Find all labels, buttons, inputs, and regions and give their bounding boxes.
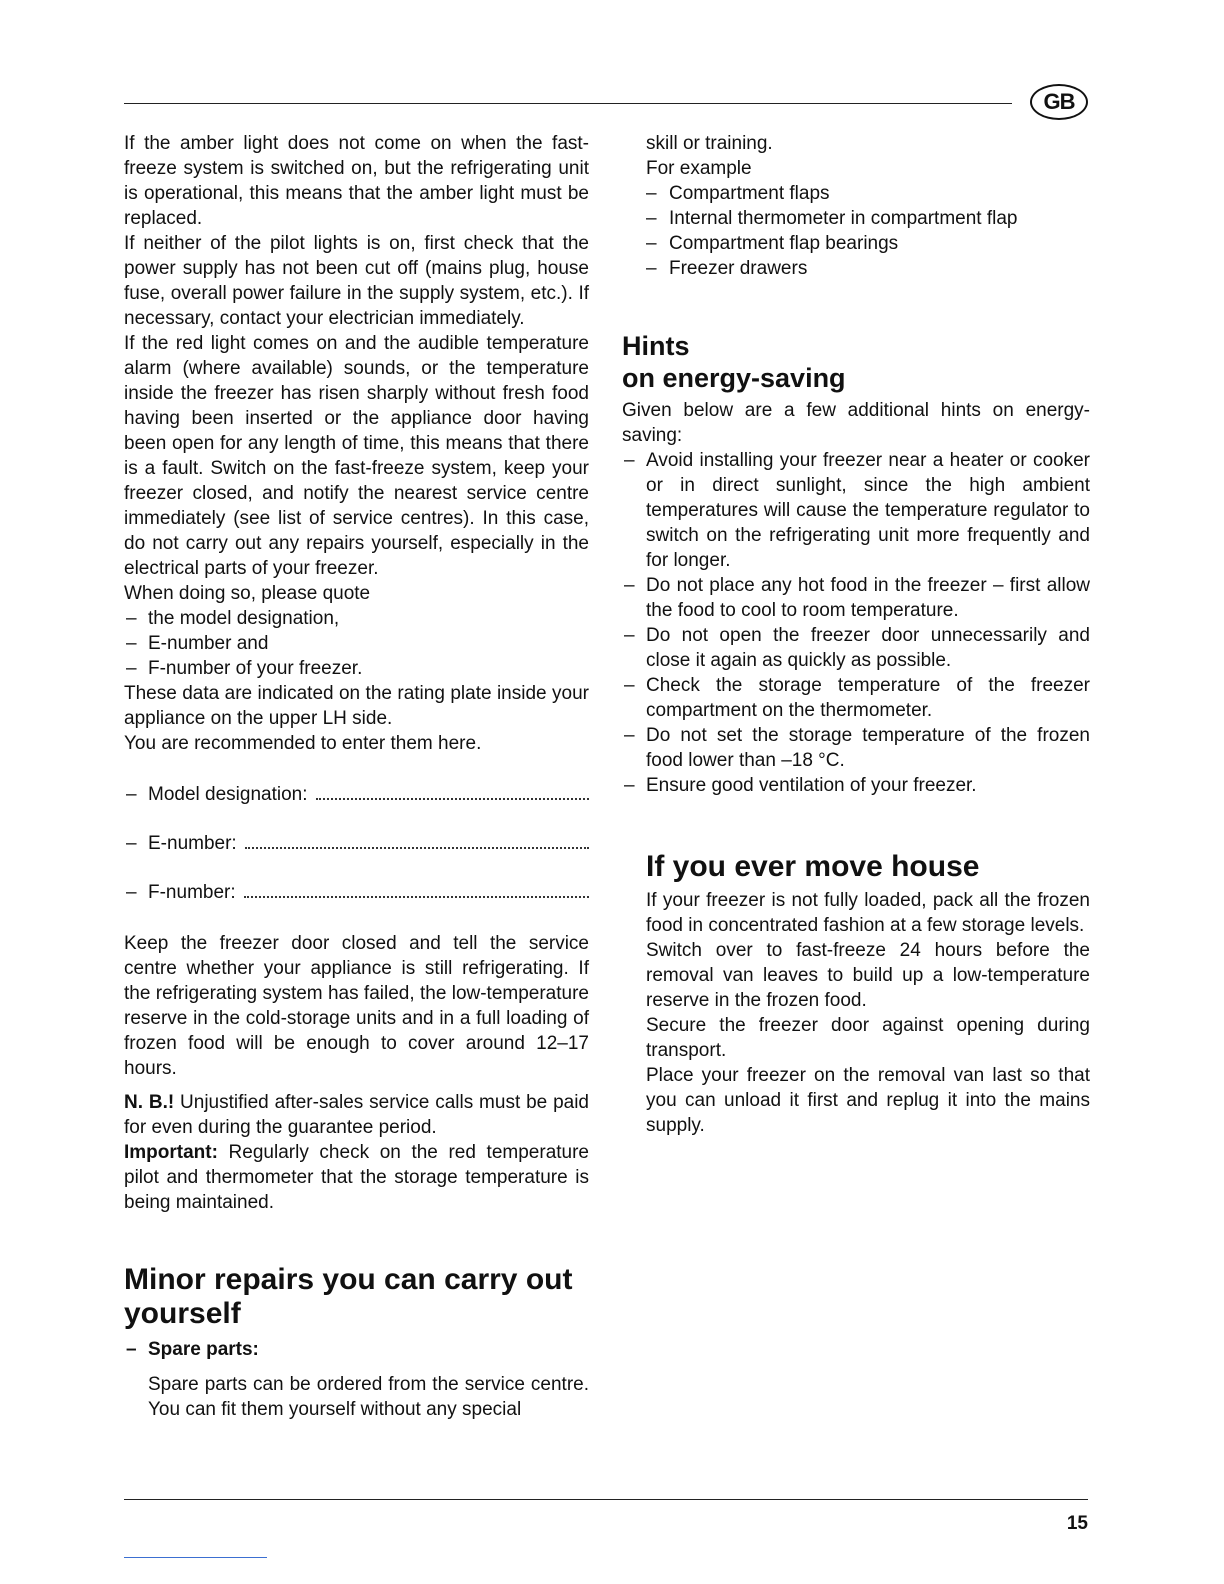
page-number: 15 xyxy=(1066,1513,1088,1534)
paragraph: For example xyxy=(646,158,752,179)
move-house-section xyxy=(622,888,1090,1138)
important-note xyxy=(124,1140,589,1215)
spare-parts-heading: – Spare parts: xyxy=(124,1337,589,1362)
list-item: – Do not place any hot food in the freezer – first allow the food to cool to room temperature. xyxy=(622,573,1090,623)
paragraph: Place your freezer on the removal van last so that you can unload it first and replug it into the mains supply. xyxy=(646,1065,1090,1136)
e-number-field[interactable] xyxy=(124,831,589,856)
list-item: – Do not set the storage temperature of the frozen food lower than –18 °C. xyxy=(622,723,1090,773)
list-item: – Do not open the freezer door unnecessarily and close it again as quickly as possible. xyxy=(622,623,1090,673)
section-heading-energy-saving: on energy-saving xyxy=(622,363,846,393)
list-item: – Internal thermometer in compartment flap xyxy=(622,206,1090,231)
header-rule xyxy=(124,103,1012,104)
paragraph: skill or training. xyxy=(646,133,773,154)
right-column xyxy=(622,131,1090,1138)
list-item: – Compartment flap bearings xyxy=(622,231,1090,256)
paragraph: If your freezer is not fully loaded, pack all the frozen food in concentrated fashion at a few storage levels. xyxy=(646,890,1090,936)
nb-label: N. B.! xyxy=(124,1092,175,1113)
fill-in-line xyxy=(244,880,589,898)
paragraph: Spare parts can be ordered from the service centre. You can fit them yourself without any special xyxy=(148,1374,589,1420)
left-column xyxy=(124,131,589,1422)
fill-in-line xyxy=(316,782,590,800)
paragraph: Given below are a few additional hints on energy-saving: xyxy=(622,400,1090,446)
list-item: – Check the storage temperature of the freezer compartment on the thermometer. xyxy=(622,673,1090,723)
paragraph: If neither of the pilot lights is on, first check that the power supply has not been cut off (mains plug, house fuse, overall power failure in the supply system, etc.). If necessary, contact your electrician immediately. xyxy=(124,233,589,329)
paragraph: These data are indicated on the rating plate inside your appliance on the upper LH side. xyxy=(124,683,589,729)
country-badge: GB xyxy=(1030,84,1088,120)
fill-in-line xyxy=(245,831,589,849)
field-label: – Model designation: xyxy=(148,784,308,805)
section-heading-minor-repairs: Minor repairs you can carry out yourself xyxy=(124,1263,573,1330)
paragraph: If the red light comes on and the audible temperature alarm (where available) sounds, or the temperature inside the freezer has risen sharply without fresh food having been inserted or the appliance door having been open for any length of time, this means that there is a fault. Switch on the fast-freeze system, keep your freezer closed, and notify the nearest service centre immediately (see list of service centres). In this case, do not carry out any repairs yourself, especially in the electrical parts of your freezer. xyxy=(124,333,589,579)
paragraph: When doing so, please quote xyxy=(124,583,371,604)
list-item: – F-number of your freezer. xyxy=(124,656,589,681)
section-heading-hints: Hints xyxy=(622,331,690,361)
paragraph: If the amber light does not come on when the fast-freeze system is switched on, but the refrigerating unit is operational, this means that the amber light must be replaced. xyxy=(124,133,589,229)
list-item: – Avoid installing your freezer near a heater or cooker or in direct sunlight, since the high ambient temperatures will cause the temperature regulator to switch on the refrigerating unit more frequently and for longer. xyxy=(622,448,1090,573)
footer-rule xyxy=(124,1499,1088,1500)
list-item: – Freezer drawers xyxy=(622,256,1090,281)
important-text: Regularly check on the red temperature pilot and thermometer that the storage temperature is being maintained. xyxy=(124,1142,589,1213)
blue-underline xyxy=(124,1557,267,1558)
f-number-field[interactable] xyxy=(124,880,589,905)
list-item: – E-number and xyxy=(124,631,589,656)
list-item: – the model designation, xyxy=(124,606,589,631)
section-heading-move-house: If you ever move house xyxy=(646,850,980,883)
nb-note xyxy=(124,1090,589,1140)
paragraph: Secure the freezer door against opening during transport. xyxy=(646,1015,1090,1061)
nb-text: Unjustified after-sales service calls must be paid for even during the guarantee period. xyxy=(124,1092,589,1138)
paragraph: Switch over to fast-freeze 24 hours before the removal van leaves to build up a low-temperature reserve in the frozen food. xyxy=(646,940,1090,1011)
list-item: – Ensure good ventilation of your freezer. xyxy=(622,773,1090,798)
model-designation-field[interactable] xyxy=(124,782,589,807)
paragraph: You are recommended to enter them here. xyxy=(124,733,482,754)
field-label: – E-number: xyxy=(148,833,237,854)
paragraph: Keep the freezer door closed and tell the service centre whether your appliance is still refrigerating. If the refrigerating system has failed, the low-temperature reserve in the cold-storage units and in a full loading of frozen food will be enough to cover around 12–17 hours. xyxy=(124,933,589,1079)
field-label: – F-number: xyxy=(148,882,236,903)
important-label: Important: xyxy=(124,1142,218,1163)
list-item: – Compartment flaps xyxy=(622,181,1090,206)
